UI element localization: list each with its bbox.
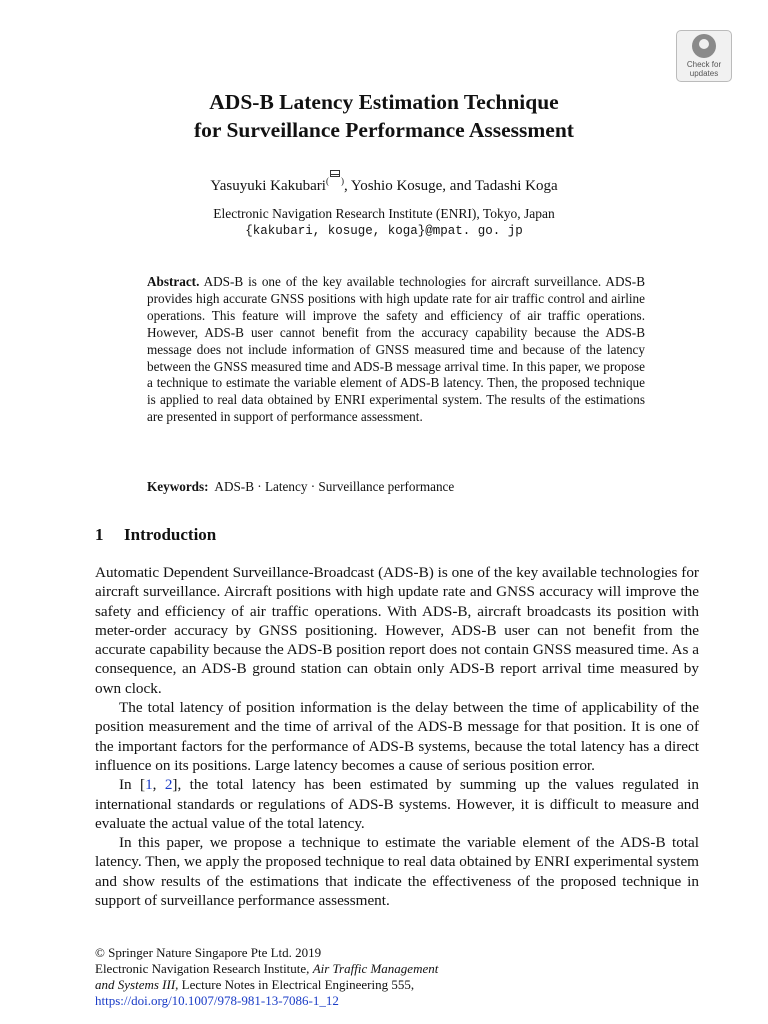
footer-line-3: and Systems III, Lecture Notes in Electrical Engineering 555, xyxy=(95,977,415,992)
affiliation: Electronic Navigation Research Institute (ENRI), Tokyo, Japan xyxy=(213,206,555,221)
citation-link-2[interactable]: 2 xyxy=(164,776,173,794)
footer-citation xyxy=(95,945,595,1009)
footer-line-2: Electronic Navigation Research Institute, Air Traffic Management xyxy=(95,961,439,976)
author-list: Yasuyuki Kakubari( ), Yoshio Kosuge, and Tadashi Koga xyxy=(80,170,688,197)
paragraph-3: In [1, 2], the total latency has been estimated by summing up the values regulated in international standards or regulations of ADS-B systems. However, it is difficult to measure and evaluate the actual value of the total latency. xyxy=(95,776,699,832)
section-heading xyxy=(95,524,216,546)
doi-link[interactable]: https://doi.org/10.1007/978-981-13-7086-1_12 xyxy=(95,993,339,1008)
copyright: © Springer Nature Singapore Pte Ltd. 2019 xyxy=(95,945,322,960)
check-for-updates-badge[interactable] xyxy=(676,30,732,82)
author-name: Yasuyuki Kakubari xyxy=(210,178,326,194)
section-title: Introduction xyxy=(124,525,217,544)
author-names-rest: , Yoshio Kosuge, and Tadashi Koga xyxy=(343,178,558,194)
keywords xyxy=(147,478,645,495)
abstract xyxy=(147,274,645,426)
paper-title xyxy=(80,88,688,144)
section-number: 1 xyxy=(95,525,104,544)
keywords-label: Keywords: xyxy=(147,479,209,494)
envelope-icon[interactable] xyxy=(330,170,340,177)
abstract-text: ADS-B is one of the key available technologies for aircraft surveillance. ADS-B provides high accurate GNSS positions with high update rate for air traffic control and airline operations. This feature will improve the safety and efficiency of air traffic operations. However, ADS-B user cannot benefit from the accuracy capability because the ADS-B message does not include information of GNSS measured time and because of the latency between the GNSS measured time and ADS-B message arrival time. In this paper, we propose a technique to estimate the variable element of ADS-B latency. Then, the proposed technique is applied to real data obtained by ENRI experimental system. The results of the estimations are presented in support of performance assessment. xyxy=(147,274,645,425)
keywords-text: ADS-B · Latency · Surveillance performance xyxy=(214,479,455,494)
body-text xyxy=(95,563,699,910)
email-addresses: {kakubari, kosuge, koga}@mpat. go. jp xyxy=(245,224,523,238)
title-line-2: for Surveillance Performance Assessment xyxy=(194,118,574,142)
paragraph-2: The total latency of position information is the delay between the time of applicability of the position measurement and the time of arrival of the ADS-B message for that position. It is one of the important factors for the performance of ADS-B systems, because the total latency has a direct influence on its positions. Large latency becomes a cause of serious position error. xyxy=(95,699,699,774)
title-line-1: ADS-B Latency Estimation Technique xyxy=(209,90,559,114)
paragraph-4: In this paper, we propose a technique to estimate the variable element of the ADS-B total latency. Then, we apply the proposed technique to real data obtained by ENRI experimental system and show results of the estimations that indicate the effectiveness of the proposed technique in support of surveillance performance assessment. xyxy=(95,834,699,910)
paragraph-1: Automatic Dependent Surveillance-Broadcast (ADS-B) is one of the key available technologies for aircraft surveillance. Aircraft positions with high update rate and GNSS accuracy will improve the safety and efficiency of air traffic operations. With ADS-B, aircraft broadcasts its position with meter-order accuracy by GNSS positioning. However, ADS-B user can not benefit from the accurate capability because the ADS-B position report does not contain GNSS measured time. As a consequence, an ADS-B ground station can obtain only ADS-B report arrival time measured by own clock. xyxy=(95,564,699,697)
check-updates-icon xyxy=(692,34,716,58)
abstract-label: Abstract. xyxy=(147,274,200,289)
badge-text: Check for updates xyxy=(686,60,722,78)
citation-link-1[interactable]: 1 xyxy=(145,776,153,794)
